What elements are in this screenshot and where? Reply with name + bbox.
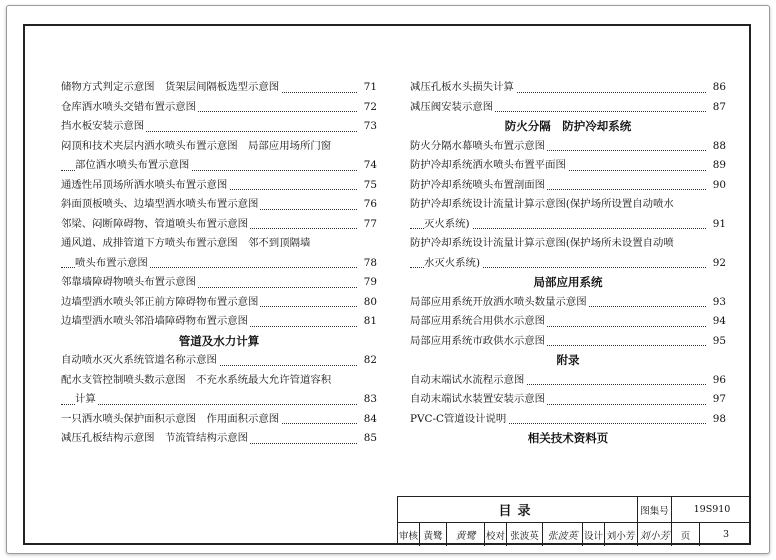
toc-entry-title: 通风道、成排管道下方喷头布置示意图 邻不到顶隔墙: [61, 237, 311, 249]
toc-entry-title: 边墙型洒水喷头邻沿墙障碍物布置示意图: [61, 315, 249, 327]
toc-entry-title: 自动末端试水流程示意图: [410, 373, 525, 386]
toc-entry-title: 一只洒水喷头保护面积示意图 作用面积示意图: [61, 412, 280, 425]
toc-entry[interactable]: [61, 273, 377, 293]
toc-entry-title: 局部应用系统合用供水示意图: [410, 315, 546, 327]
reviewer-name: 黄鹭: [420, 523, 447, 546]
toc-entry-title: 邻梁、闷断障碍物、管道喷头布置示意图: [61, 217, 249, 230]
toc-entry-title: 自动末端试水装置安装示意图: [410, 393, 546, 405]
toc-entry-page: 85: [357, 429, 377, 449]
toc-entry[interactable]: [61, 429, 377, 449]
toc-entry-title: 边墙型洒水喷头邻正前方障碍物布置示意图: [61, 295, 259, 308]
toc-entry-title: 邻靠墙障碍物喷头布置示意图: [61, 276, 197, 288]
toc-entry-title: 防火分隔水幕喷头布置示意图: [410, 139, 546, 152]
review-label: 审核: [398, 523, 420, 546]
toc-entry-page: 77: [357, 215, 377, 235]
toc-entry-page: 80: [357, 293, 377, 313]
section-heading: 局部应用系统: [533, 275, 603, 289]
toc-entry-title: 配水支管控制喷头数示意图 不充水系统最大允许管道容积: [61, 373, 332, 386]
toc-entry-page: 74: [357, 156, 377, 176]
section-heading: 相关技术资料页: [527, 431, 609, 445]
page-label: 页: [672, 523, 700, 546]
toc-entry-page: 75: [357, 176, 377, 196]
document-title: 目录: [398, 497, 638, 522]
title-block-row-top: [398, 497, 751, 523]
toc-entry-page: 88: [706, 137, 726, 157]
toc-entry-page: 83: [357, 390, 377, 410]
toc-entry[interactable]: [410, 234, 726, 254]
toc-entry-page: 89: [706, 156, 726, 176]
toc-entry[interactable]: [410, 98, 726, 118]
section-heading: 管道及水力计算: [178, 333, 260, 348]
toc-entry[interactable]: [61, 98, 377, 118]
toc-entry-page: 98: [706, 410, 726, 430]
toc-left-column: [61, 78, 377, 449]
toc-entry[interactable]: [61, 410, 377, 430]
toc-entry-page: 71: [357, 78, 377, 98]
toc-entry-title: 通透性吊顶场所洒水喷头布置示意图: [61, 178, 228, 191]
toc-entry-page: 79: [357, 273, 377, 293]
toc-entry-page: 81: [357, 312, 377, 332]
toc-entry[interactable]: [410, 176, 726, 196]
toc-entry-title: 减压孔板结构示意图 节流管结构示意图: [61, 432, 249, 444]
toc-entry-title: 防护冷却系统洒水喷头布置平面图: [410, 159, 566, 171]
toc-entry-title: 局部应用系统开放洒水喷头数量示意图: [410, 295, 587, 308]
toc-entry-page: 93: [706, 293, 726, 313]
toc-entry-page: 82: [357, 351, 377, 371]
page-number: 3: [722, 529, 730, 540]
dot-leader: [61, 404, 357, 405]
toc-entry-page: 84: [357, 410, 377, 430]
toc-entry[interactable]: [61, 254, 377, 274]
toc-entry[interactable]: [410, 332, 726, 352]
toc-entry[interactable]: [61, 234, 377, 254]
toc-entry-title: 自动喷水灭火系统管道名称示意图: [61, 354, 217, 366]
toc-entry-title: 防护冷却系统喷头布置剖面图: [410, 178, 546, 191]
toc-entry[interactable]: [61, 137, 377, 157]
toc-entry[interactable]: [61, 195, 377, 215]
checker-signature: 张波英: [543, 523, 583, 546]
section-heading: 附录: [556, 353, 580, 367]
toc-entry-page: 96: [706, 371, 726, 391]
atlas-number: 19S910: [693, 504, 731, 515]
toc-entry[interactable]: [61, 176, 377, 196]
title-block: [397, 496, 751, 545]
toc-entry-title: 仓库洒水喷头交错布置示意图: [61, 100, 197, 113]
toc-entry-page: 86: [706, 78, 726, 98]
toc-entry[interactable]: [61, 156, 377, 176]
toc-entry-title: 斜面顶板喷头、边墙型洒水喷头布置示意图: [61, 198, 259, 210]
toc-entry-title: 部位洒水喷头布置示意图: [75, 159, 190, 171]
toc-entry[interactable]: [61, 351, 377, 371]
toc-entry-title: PVC-C管道设计说明: [410, 412, 507, 425]
check-label: 校对: [485, 523, 507, 546]
toc-entry-title: 防护冷却系统设计流量计算示意图(保护场所未设置自动喷: [410, 237, 674, 249]
toc-entry-page: 76: [357, 195, 377, 215]
toc-entry-title: 水灭火系统): [424, 256, 481, 269]
toc-entry-title: 减压阀安装示意图: [410, 100, 494, 113]
toc-entry[interactable]: [61, 312, 377, 332]
toc-entry-title: 储物方式判定示意图 货架层间隔板选型示意图: [61, 81, 280, 93]
toc-entry[interactable]: [410, 78, 726, 98]
title-block-row-bottom: [398, 523, 751, 546]
toc-entry-page: 73: [357, 117, 377, 137]
toc-entry-title: 减压孔板水头损失计算: [410, 81, 514, 93]
toc-entry[interactable]: [61, 117, 377, 137]
toc-entry-title: 防护冷却系统设计流量计算示意图(保护场所设置自动喷水: [410, 198, 674, 210]
atlas-number-label: 图集号: [638, 497, 672, 522]
section-heading: 防火分隔 防护冷却系统: [504, 119, 632, 133]
design-label: 设计: [583, 523, 605, 546]
toc-entry[interactable]: [410, 312, 726, 332]
toc-entry-page: 95: [706, 332, 726, 352]
designer-signature: 刘小芳: [638, 523, 672, 546]
toc-entry-title: 闷顶和技术夹层内洒水喷头布置示意图 局部应用场所门窗: [61, 139, 332, 152]
toc-entry[interactable]: [410, 390, 726, 410]
toc-entry-title: 局部应用系统市政供水示意图: [410, 334, 546, 347]
toc-entry[interactable]: [61, 390, 377, 410]
toc-entry-title: 灭火系统): [424, 217, 470, 230]
toc-entry-title: 挡水板安装示意图: [61, 120, 145, 132]
toc-entry-page: 90: [706, 176, 726, 196]
toc-entry[interactable]: [410, 156, 726, 176]
toc-entry-page: 72: [357, 98, 377, 118]
toc-entry-page: 87: [706, 98, 726, 118]
designer-name: 刘小芳: [605, 523, 638, 546]
toc-entry-title: 计算: [75, 393, 96, 405]
toc-entry-page: 92: [706, 254, 726, 274]
toc-entry-title: 喷头布置示意图: [75, 256, 148, 269]
toc-right-column: [410, 78, 726, 449]
toc-entry-page: 78: [357, 254, 377, 274]
toc-entry[interactable]: [61, 78, 377, 98]
toc-entry[interactable]: [61, 371, 377, 391]
toc-entry-page: 91: [706, 215, 726, 235]
checker-name: 张波英: [507, 523, 543, 546]
toc-entry[interactable]: [61, 215, 377, 235]
reviewer-signature: 黄鹭: [447, 523, 485, 546]
toc-entry[interactable]: [410, 195, 726, 215]
toc-entry[interactable]: [61, 293, 377, 313]
toc-entry[interactable]: [410, 410, 726, 430]
toc-entry[interactable]: [410, 254, 726, 274]
toc-entry[interactable]: [410, 293, 726, 313]
toc-entry-page: 97: [706, 390, 726, 410]
toc-entry[interactable]: [410, 215, 726, 235]
toc-entry[interactable]: [410, 371, 726, 391]
toc-entry[interactable]: [410, 137, 726, 157]
toc-entry-page: 94: [706, 312, 726, 332]
